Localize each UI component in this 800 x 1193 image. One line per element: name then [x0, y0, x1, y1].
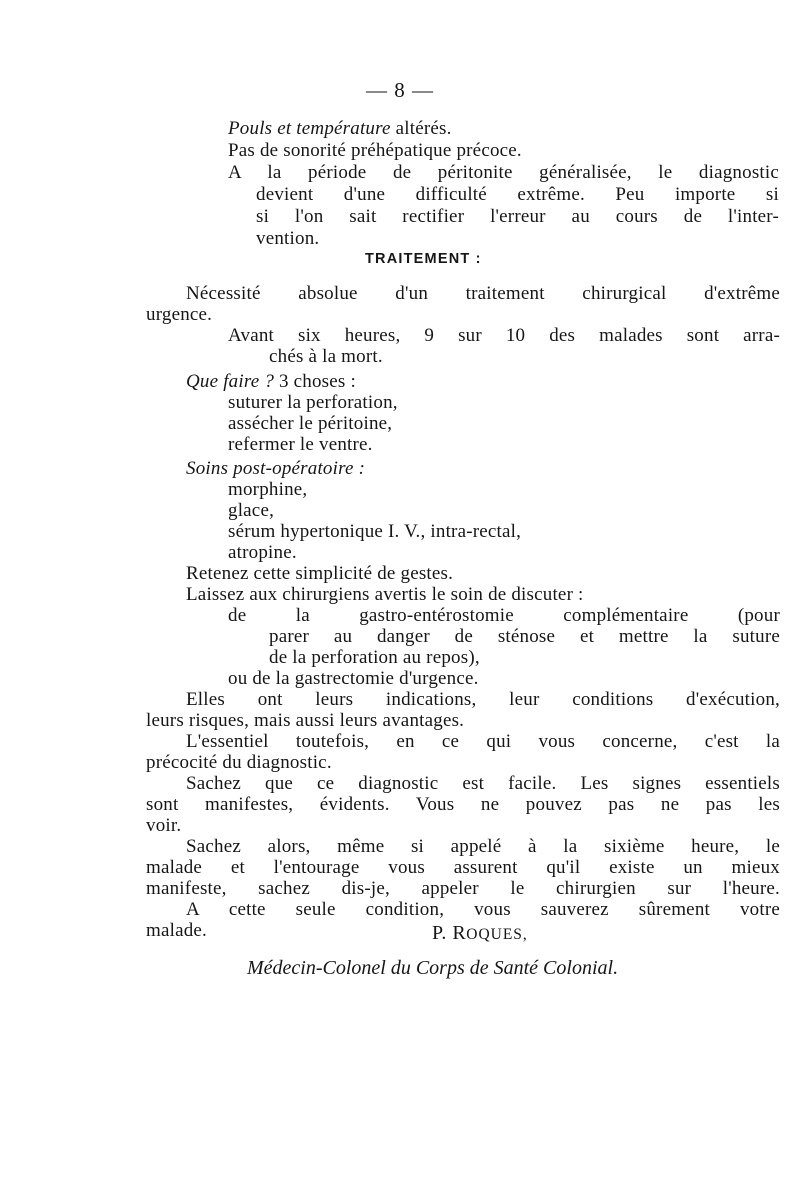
line-text: Avant six heures, 9 sur 10 des malades sont arra-	[228, 325, 780, 346]
text-line	[269, 346, 383, 368]
line-text: manifeste, sachez dis-je, appeler le chirurgien sur l'heure.	[146, 878, 780, 899]
line-text: précocité du diagnostic.	[146, 752, 332, 773]
text-line	[228, 500, 274, 522]
text-line	[186, 731, 780, 753]
line-text: sont manifestes, évidents. Vous ne pouvez pas ne pas les	[146, 794, 780, 815]
line-text: Elles ont leurs indications, leur conditions d'exécution,	[186, 689, 780, 710]
line-text: A cette seule condition, vous sauverez sûrement votre	[186, 899, 780, 920]
text-line	[269, 647, 480, 669]
italic-phrase: Que faire ?	[186, 371, 275, 392]
line-text: 3 choses :	[274, 371, 356, 392]
text-line	[228, 140, 522, 162]
text-line	[186, 584, 584, 606]
line-text: glace,	[228, 500, 275, 521]
line-text: ou de la gastrectomie d'urgence.	[228, 668, 479, 689]
text-line	[186, 371, 356, 393]
text-line	[146, 920, 207, 942]
line-text: leurs risques, mais aussi leurs avantages.	[146, 710, 465, 731]
line-text: sérum hypertonique I. V., intra-rectal,	[228, 521, 522, 542]
line-text: Nécessité absolue d'un traitement chirurgical d'extrême	[186, 283, 780, 304]
text-line	[228, 162, 779, 184]
line-text: urgence.	[146, 304, 213, 325]
text-line	[228, 413, 392, 435]
line-text: Laissez aux chirurgiens avertis le soin de discuter :	[186, 584, 584, 605]
text-line	[186, 899, 780, 921]
signature-initial: P. R	[432, 922, 467, 944]
line-text: malade et l'entourage vous assurent qu'il existe un mieux	[146, 857, 780, 878]
line-text: altérés.	[390, 118, 452, 139]
text-line	[186, 563, 453, 585]
line-text: vention.	[256, 228, 320, 249]
section-heading: TRAITEMENT :	[365, 251, 482, 267]
text-line	[228, 392, 398, 414]
line-text: assécher le péritoine,	[228, 413, 393, 434]
line-text: Pas de sonorité préhépatique précoce.	[228, 140, 522, 161]
signature-surname: OQUES,	[466, 926, 528, 943]
text-line	[228, 605, 780, 627]
line-text: Sachez alors, même si appelé à la sixième heure, le	[186, 836, 780, 857]
line-text: A la période de péritonite généralisée, le diagnostic	[228, 162, 779, 183]
text-line	[146, 710, 464, 732]
line-text: atropine.	[228, 542, 297, 563]
text-line	[256, 206, 779, 228]
line-text: L'essentiel toutefois, en ce qui vous concerne, c'est la	[186, 731, 780, 752]
text-line	[256, 228, 319, 250]
text-line	[146, 794, 780, 816]
italic-phrase: Soins post-opératoire :	[186, 458, 366, 479]
text-line	[146, 815, 181, 837]
line-text: Retenez cette simplicité de gestes.	[186, 563, 454, 584]
text-line	[146, 857, 780, 879]
text-line	[186, 773, 780, 795]
text-line	[146, 878, 780, 900]
text-line	[186, 283, 780, 305]
text-line	[228, 542, 297, 564]
line-text: de la perforation au repos),	[269, 647, 480, 668]
line-text: morphine,	[228, 479, 308, 500]
italic-phrase: Pouls et température	[228, 118, 391, 139]
page-number: — 8 —	[366, 78, 434, 102]
text-line	[186, 689, 780, 711]
line-text: parer au danger de sténose et mettre la suture	[269, 626, 780, 647]
line-text: malade.	[146, 920, 208, 941]
text-line	[228, 668, 479, 690]
line-text: de la gastro-entérostomie complémentaire (pour	[228, 605, 780, 626]
text-line	[228, 325, 780, 347]
line-text: Sachez que ce diagnostic est facile. Les signes essentiels	[186, 773, 780, 794]
line-text: devient d'une difficulté extrême. Peu importe si	[256, 184, 779, 205]
text-line	[146, 752, 332, 774]
text-line	[269, 626, 780, 648]
text-line	[186, 836, 780, 858]
text-line	[186, 458, 365, 480]
text-line	[146, 304, 212, 326]
line-text: suturer la perforation,	[228, 392, 398, 413]
text-line	[228, 118, 452, 140]
text-line	[228, 434, 373, 456]
line-text: chés à la mort.	[269, 346, 383, 367]
text-line	[256, 184, 779, 206]
line-text: voir.	[146, 815, 182, 836]
line-text: refermer le ventre.	[228, 434, 373, 455]
signature-name	[432, 922, 528, 945]
text-line	[228, 479, 307, 501]
signature-title: Médecin-Colonel du Corps de Santé Colonial.	[247, 957, 619, 979]
line-text: si l'on sait rectifier l'erreur au cours de l'inter-	[256, 206, 779, 227]
text-line	[228, 521, 521, 543]
